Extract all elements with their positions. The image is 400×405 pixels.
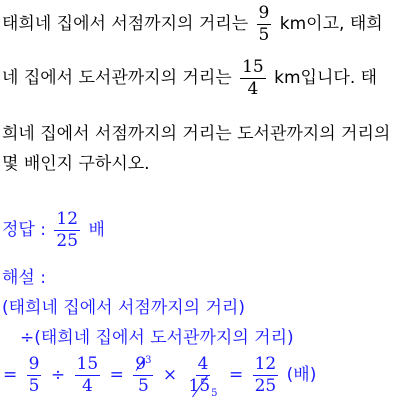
problem-line-3: 희네 집에서 서점까지의 거리는 도서관까지의 거리의	[2, 124, 391, 144]
cancelled-numerator: 9	[135, 354, 147, 374]
reduced-denominator: 5	[211, 387, 218, 399]
reduced-numerator: 3	[145, 355, 152, 366]
problem-line-2	[2, 58, 377, 98]
fraction-9-5: $\frac{9}{5}$	[258, 3, 270, 45]
answer-label: 정답 :	[2, 220, 46, 241]
fraction-15-4: $\frac{15}{4}$	[76, 354, 99, 396]
solution-label: 해설 :	[2, 268, 46, 288]
solution-equation: = $\frac{9}{5}$ ÷ $\frac{15}{4}$ = $\frac{9^3}{5}$ × $\frac{4}{15_5}$ = $\frac{12}{25}$ (배)	[3, 354, 317, 399]
problem-line-1	[2, 4, 383, 44]
answer-fraction: $\frac{12}{25}$	[56, 209, 79, 251]
answer-line	[2, 210, 105, 250]
cancelled-denominator: 15	[188, 375, 211, 396]
problem-text: 네 집에서 도서관까지의 거리는	[2, 68, 232, 89]
solution-line-2: ÷(태희네 집에서 도서관까지의 거리)	[20, 328, 294, 348]
fraction-9-5: $\frac{9}{5}$	[28, 354, 40, 396]
result-unit: (배)	[286, 365, 317, 386]
problem-text: km입니다. 태	[274, 68, 378, 89]
answer-unit: 배	[88, 220, 105, 241]
problem-text: km이고, 태희	[279, 14, 383, 35]
fraction-cancelled-9-5: $\frac{9^3}{5}$	[135, 354, 152, 396]
solution-line-1: (태희네 집에서 서점까지의 거리)	[2, 298, 245, 318]
fraction-cancelled-4-15: $\frac{4}{15_5}$	[188, 354, 218, 399]
problem-line-4: 몇 배인지 구하시오.	[2, 154, 150, 174]
result-fraction: $\frac{12}{25}$	[254, 354, 277, 396]
problem-text: 태희네 집에서 서점까지의 거리는	[2, 14, 249, 35]
fraction-15-4: $\frac{15}{4}$	[242, 57, 264, 99]
